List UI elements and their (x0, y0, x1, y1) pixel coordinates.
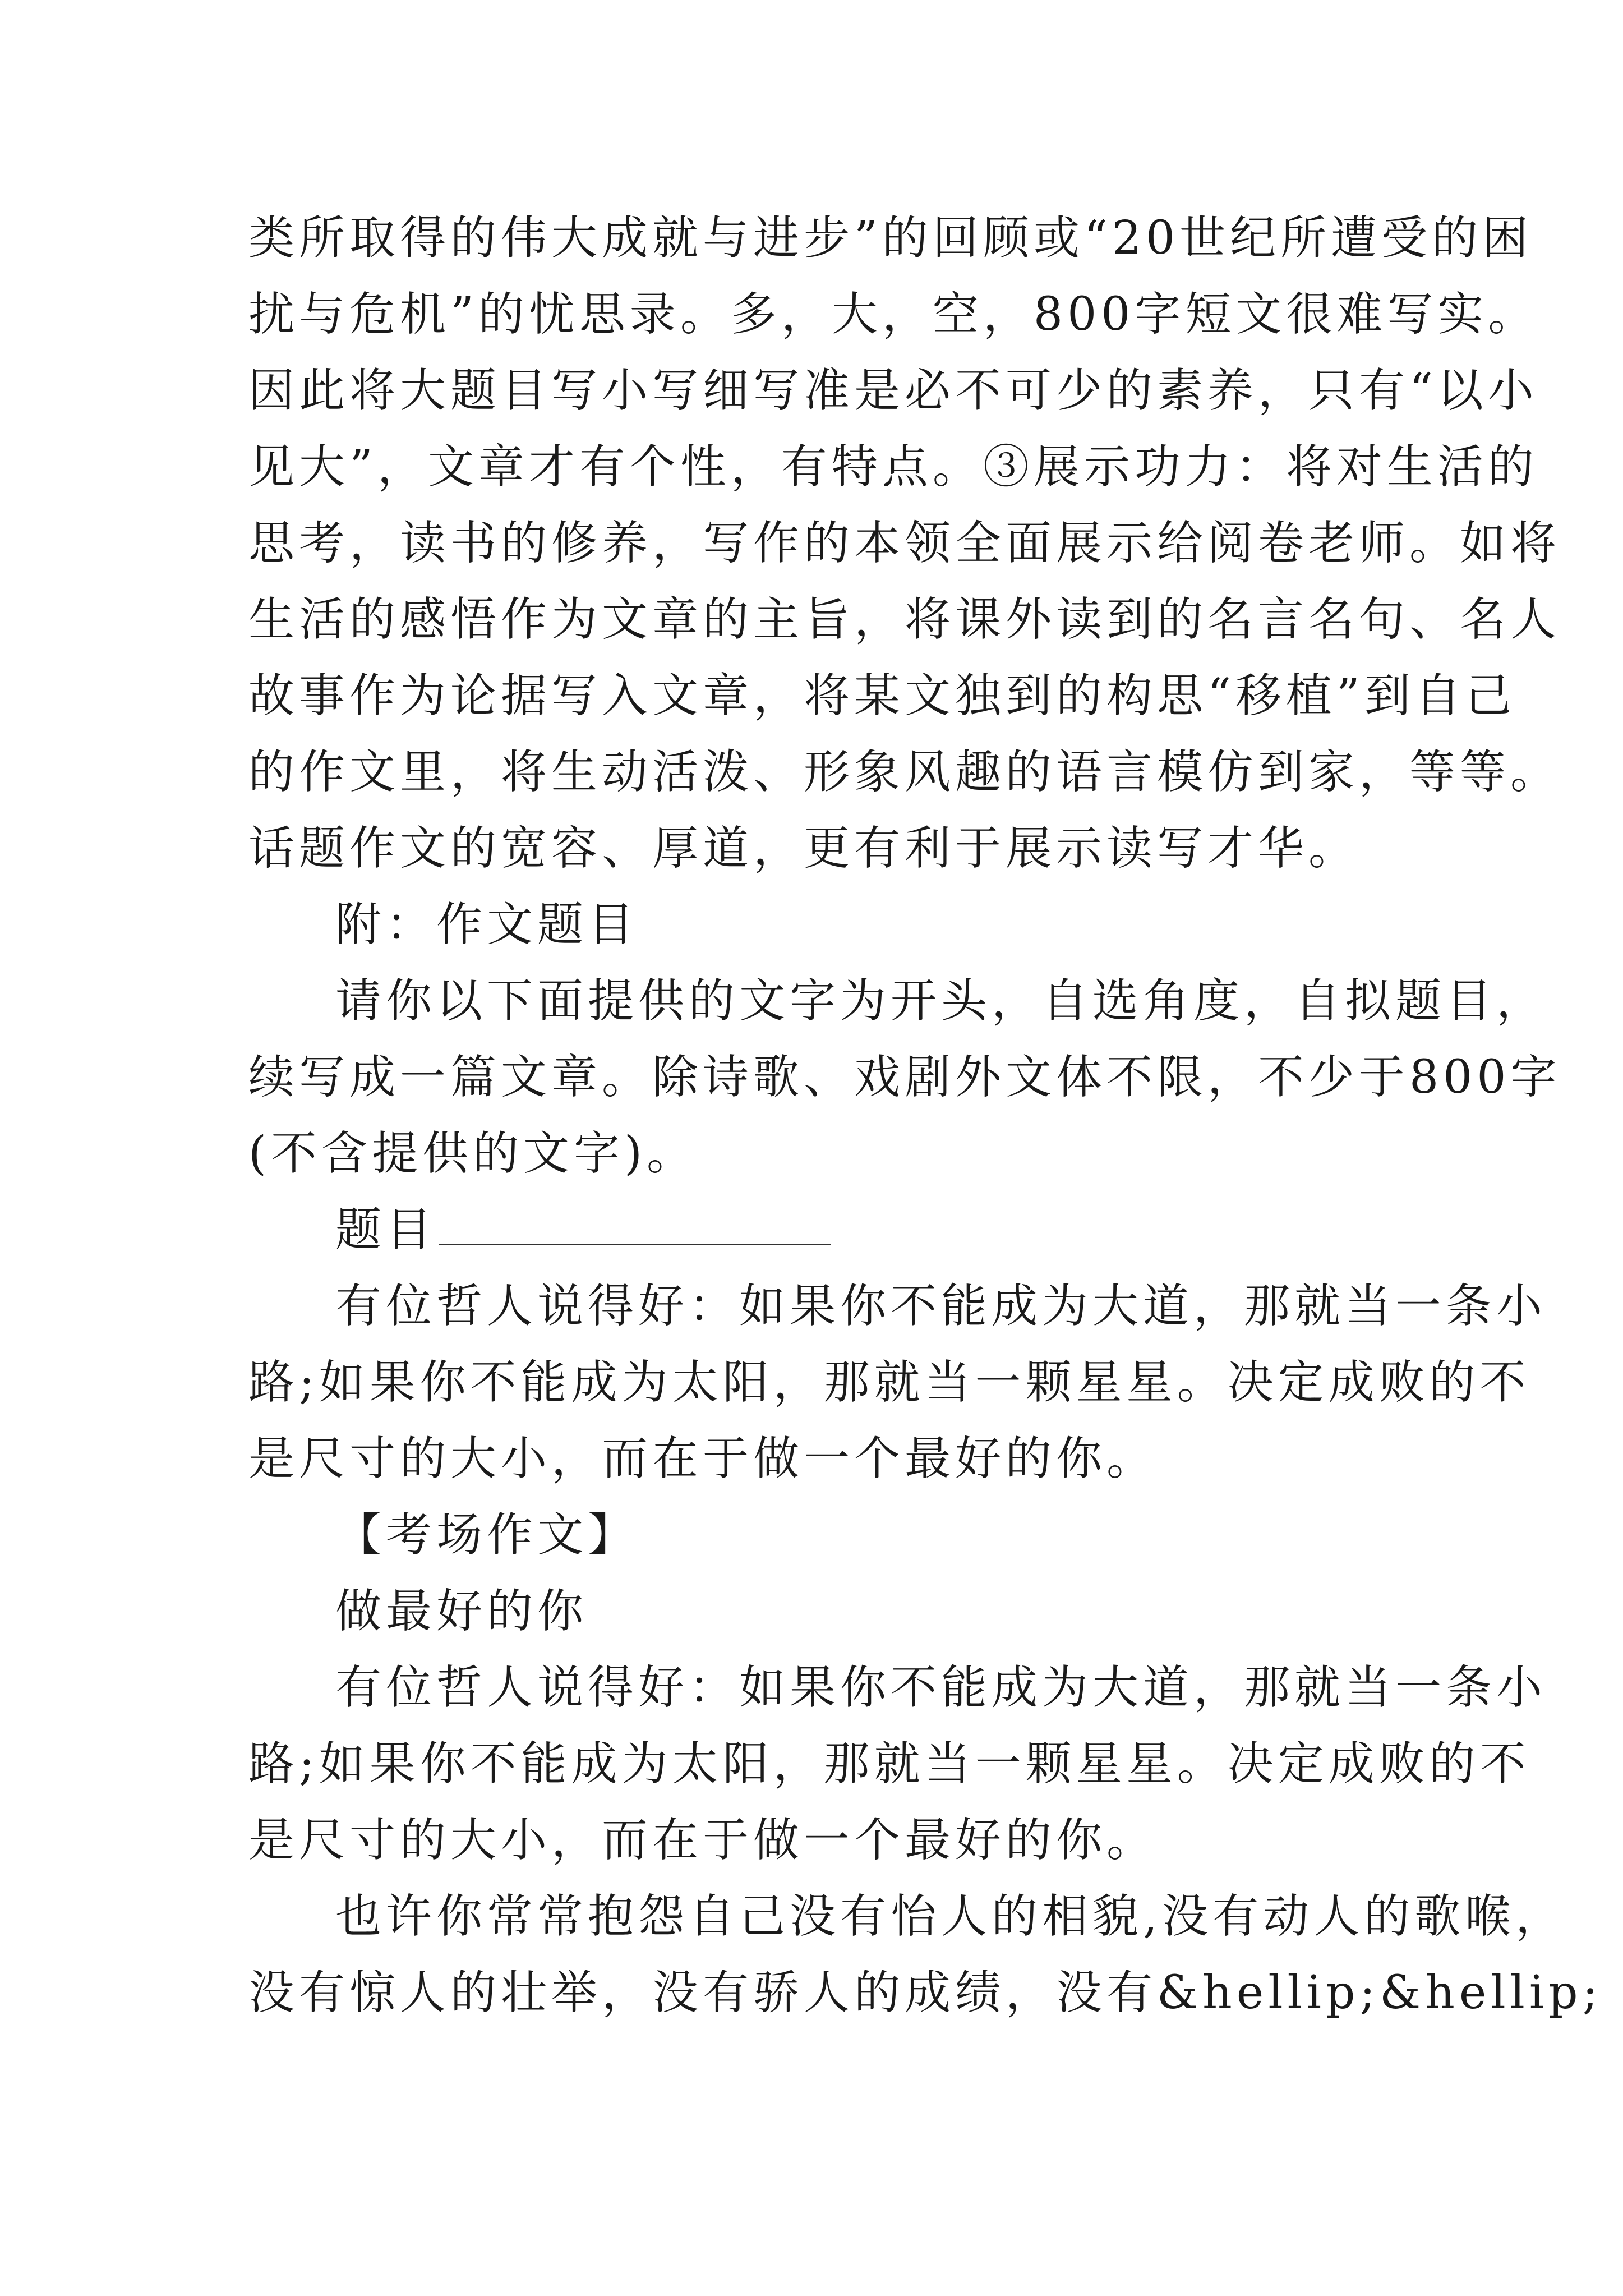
text-line: 扰与危机”的忧思录。多，大，空，800字短文很难写实。 (248, 288, 1539, 341)
text-line: 也许你常常抱怨自己没有怡人的相貌,没有动人的歌喉， (335, 1890, 1566, 1943)
text-line: 是尺寸的大小，而在于做一个最好的你。 (248, 1432, 1158, 1485)
essay-title: 做最好的你 (335, 1585, 588, 1638)
title-field-line (335, 1202, 831, 1258)
text-line: 有位哲人说得好：如果你不能成为大道，那就当一条小 (335, 1280, 1547, 1333)
text-line: 思考，读书的修养，写作的本领全面展示给阅卷老师。如将 (248, 517, 1561, 570)
section-heading: 【考场作文】 (335, 1508, 639, 1562)
appendix-heading: 附：作文题目 (335, 898, 639, 951)
text-line: 路;如果你不能成为太阳，那就当一颗星星。决定成败的不 (248, 1356, 1530, 1409)
text-line: 因此将大题目写小写细写准是必不可少的素养，只有“以小 (248, 364, 1538, 417)
text-line: 续写成一篇文章。除诗歌、戏剧外文体不限，不少于800字 (248, 1051, 1561, 1104)
text-line: 路;如果你不能成为太阳，那就当一颗星星。决定成败的不 (248, 1737, 1530, 1791)
text-line: 请你以下面提供的文字为开头，自选角度，自拟题目， (335, 974, 1547, 1028)
text-line: 类所取得的伟大成就与进步”的回顾或“20世纪所遭受的困 (248, 211, 1533, 265)
text-line: 见大”，文章才有个性，有特点。③展示功力：将对生活的 (248, 440, 1538, 494)
text-line: (不含提供的文字)。 (248, 1127, 697, 1180)
text-line: 没有惊人的壮举，没有骄人的成绩，没有&hellip;&hellip; (248, 1966, 1603, 2019)
text-line: 的作文里，将生动活泼、形象风趣的语言模仿到家，等等。 (248, 746, 1561, 799)
text-line: 生活的感悟作为文章的主旨，将课外读到的名言名句、名人 (248, 593, 1561, 646)
text-line: 话题作文的宽容、厚道，更有利于展示读写才华。 (248, 822, 1359, 875)
title-blank (439, 1204, 831, 1245)
text-line: 是尺寸的大小，而在于做一个最好的你。 (248, 1814, 1158, 1867)
title-field-label: 题目 (335, 1203, 437, 1257)
text-line: 故事作为论据写入文章，将某文独到的构思“移植”到自己 (248, 669, 1516, 723)
text-line: 有位哲人说得好：如果你不能成为大道，那就当一条小 (335, 1661, 1547, 1714)
